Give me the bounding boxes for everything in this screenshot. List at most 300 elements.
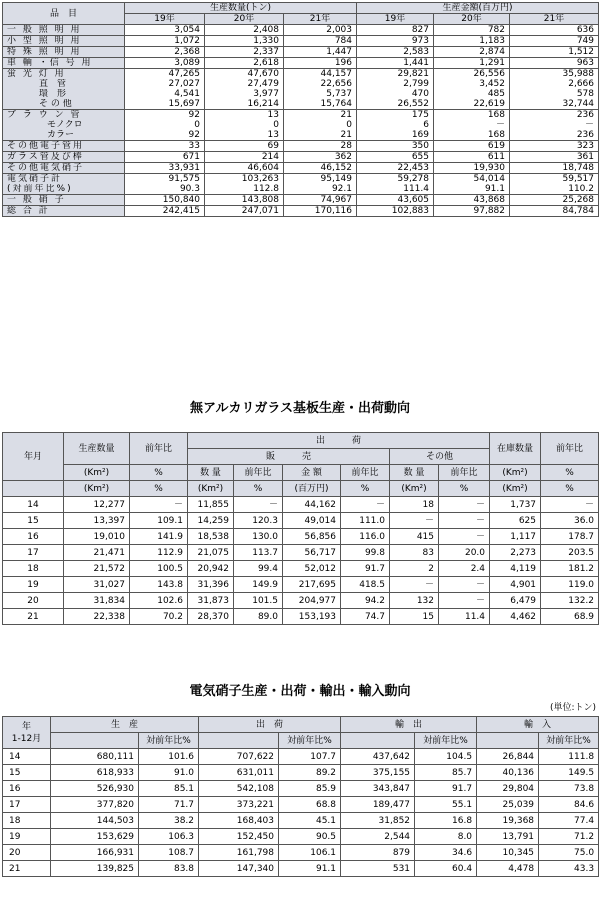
data-cell: 11.4 — [439, 609, 490, 625]
data-cell: 43,868 — [434, 195, 510, 206]
data-cell: 2 — [390, 561, 439, 577]
data-cell: 92 — [125, 130, 205, 141]
data-cell: 625 — [490, 513, 541, 529]
table-row — [3, 36, 599, 47]
data-cell: 236 — [510, 110, 599, 121]
table-row — [3, 813, 599, 829]
data-cell: 99.8 — [341, 545, 390, 561]
unit-pct: % — [130, 465, 188, 481]
data-cell: 91.7 — [415, 781, 477, 797]
data-cell: 102.6 — [130, 593, 188, 609]
table-row — [3, 749, 599, 765]
data-cell: 31,852 — [341, 813, 415, 829]
row-label: 特 殊 照 明 用 — [3, 47, 125, 58]
data-cell: 247,071 — [205, 206, 284, 217]
data-cell: 1,291 — [434, 58, 510, 69]
data-cell: 1,183 — [434, 36, 510, 47]
data-cell: 6 — [357, 120, 434, 130]
year-cell: 15 — [3, 513, 64, 529]
unit-label: (単位:トン) — [549, 703, 596, 713]
data-cell: 470 — [357, 89, 434, 99]
year-cell: 15 — [3, 765, 51, 781]
data-cell: 83.8 — [139, 861, 199, 877]
glass-production-table — [2, 2, 599, 217]
data-cell: 150,840 — [125, 195, 205, 206]
data-cell: 373,221 — [199, 797, 279, 813]
yoy-header: 前年比 — [130, 433, 188, 465]
data-cell: 59,278 — [357, 174, 434, 185]
data-cell: 147,340 — [199, 861, 279, 877]
data-cell: 110.2 — [510, 184, 599, 195]
data-cell: 19,368 — [477, 813, 539, 829]
data-cell: 143,808 — [205, 195, 284, 206]
row-label: ブ ラ ウ ン 管 — [3, 110, 125, 121]
table-row — [3, 195, 599, 206]
table-row — [3, 110, 599, 121]
data-cell: 152,450 — [199, 829, 279, 845]
data-cell: 20.0 — [439, 545, 490, 561]
data-cell: 25,039 — [477, 797, 539, 813]
data-cell: 89.0 — [234, 609, 283, 625]
row-label: 車 輌 ・信 号 用 — [3, 58, 125, 69]
data-cell: － — [439, 497, 490, 513]
year-header: 20年 — [205, 14, 284, 25]
data-cell: 619 — [434, 141, 510, 152]
data-cell: 31,873 — [188, 593, 234, 609]
data-cell: 85.1 — [139, 781, 199, 797]
data-cell: 40,136 — [477, 765, 539, 781]
data-cell: 116.0 — [341, 529, 390, 545]
data-cell: 784 — [284, 36, 357, 47]
blank-cell — [341, 733, 415, 749]
data-cell: 14,259 — [188, 513, 234, 529]
data-cell: 377,820 — [51, 797, 139, 813]
unit-km: (Km²) — [64, 465, 130, 481]
data-cell: 97,882 — [434, 206, 510, 217]
year-cell: 18 — [3, 813, 51, 829]
data-cell: 27,479 — [205, 79, 284, 89]
row-label: 一 般 照 明 用 — [3, 25, 125, 36]
data-cell: 578 — [510, 89, 599, 99]
data-cell: 28,370 — [188, 609, 234, 625]
data-cell: 12,277 — [64, 497, 130, 513]
alkali-free-glass-title: 無アルカリガラス基板生産・出荷動向 — [190, 401, 410, 416]
year-header: 20年 — [434, 14, 510, 25]
data-cell: 89.2 — [279, 765, 341, 781]
data-cell: 120.3 — [234, 513, 283, 529]
shipment-yoy-header: 対前年比% — [279, 733, 341, 749]
data-cell: 46,604 — [205, 163, 284, 174]
table-row — [3, 152, 599, 163]
data-cell: 104.5 — [415, 749, 477, 765]
data-cell: 16,214 — [205, 99, 284, 110]
data-cell: 175 — [357, 110, 434, 121]
blank-cell — [51, 733, 139, 749]
unit-km: (Km²) — [188, 481, 234, 497]
data-cell: 542,108 — [199, 781, 279, 797]
data-cell: － — [439, 529, 490, 545]
data-cell: 95,149 — [284, 174, 357, 185]
data-cell: 361 — [510, 152, 599, 163]
data-cell: 68.8 — [279, 797, 341, 813]
data-cell: － — [130, 497, 188, 513]
data-cell: 350 — [357, 141, 434, 152]
data-cell: 707,622 — [199, 749, 279, 765]
alkali-free-glass-table — [2, 432, 599, 625]
year-period-header — [3, 717, 51, 749]
data-cell: 879 — [341, 845, 415, 861]
data-cell: 108.7 — [139, 845, 199, 861]
table-row — [3, 497, 599, 513]
data-cell: 2,799 — [357, 79, 434, 89]
data-cell: 3,054 — [125, 25, 205, 36]
data-cell: 4,478 — [477, 861, 539, 877]
shipment-header: 出 荷 — [188, 433, 490, 449]
export-yoy-header: 対前年比% — [415, 733, 477, 749]
unit-pct: % — [541, 465, 599, 481]
data-cell: 99.4 — [234, 561, 283, 577]
table-row — [3, 609, 599, 625]
table-row — [3, 120, 599, 130]
table-row — [3, 89, 599, 99]
data-cell: － — [234, 497, 283, 513]
data-cell: 141.9 — [130, 529, 188, 545]
table-row — [3, 829, 599, 845]
data-cell: 362 — [284, 152, 357, 163]
table-row — [3, 163, 599, 174]
data-cell: 84.6 — [539, 797, 599, 813]
data-cell: － — [510, 120, 599, 130]
stock-yoy-header: 前年比 — [541, 433, 599, 465]
data-cell: 26,844 — [477, 749, 539, 765]
data-cell: 91.1 — [279, 861, 341, 877]
row-label: ガラス管及び棒 — [3, 152, 125, 163]
data-cell: 18,748 — [510, 163, 599, 174]
data-cell: 415 — [390, 529, 439, 545]
data-cell: 75.0 — [539, 845, 599, 861]
row-label: カラー — [3, 130, 125, 141]
data-cell: 153,629 — [51, 829, 139, 845]
year-cell: 20 — [3, 845, 51, 861]
data-cell: 1,447 — [284, 47, 357, 58]
data-cell: 43.3 — [539, 861, 599, 877]
table-row — [3, 206, 599, 217]
row-label: 小 型 照 明 用 — [3, 36, 125, 47]
data-cell: 21,471 — [64, 545, 130, 561]
data-cell: 31,396 — [188, 577, 234, 593]
data-cell: 92.1 — [284, 184, 357, 195]
data-cell: － — [541, 497, 599, 513]
data-cell: 21 — [284, 130, 357, 141]
data-cell: 111.0 — [341, 513, 390, 529]
data-cell: 161,798 — [199, 845, 279, 861]
data-cell: 112.8 — [205, 184, 284, 195]
electric-glass-title: 電気硝子生産・出荷・輸出・輸入動向 — [189, 684, 411, 699]
data-cell: 531 — [341, 861, 415, 877]
table-row — [3, 58, 599, 69]
sales-amt-yoy-header: 前年比 — [341, 465, 390, 481]
data-cell: 217,695 — [283, 577, 341, 593]
year-header: 21年 — [284, 14, 357, 25]
data-cell: 827 — [357, 25, 434, 36]
data-cell: 0 — [205, 120, 284, 130]
data-cell: 109.1 — [130, 513, 188, 529]
data-cell: 101.5 — [234, 593, 283, 609]
year-cell: 17 — [3, 545, 64, 561]
data-cell: 139,825 — [51, 861, 139, 877]
data-cell: 4,541 — [125, 89, 205, 99]
table-row — [3, 99, 599, 110]
data-cell: 655 — [357, 152, 434, 163]
import-header: 輸 入 — [477, 717, 599, 733]
year-cell: 19 — [3, 829, 51, 845]
table-row — [3, 845, 599, 861]
data-cell: 13,397 — [64, 513, 130, 529]
data-cell: 2,337 — [205, 47, 284, 58]
data-cell: 15,764 — [284, 99, 357, 110]
sales-header: 販 売 — [188, 449, 390, 465]
data-cell: 153,193 — [283, 609, 341, 625]
data-cell: 2,874 — [434, 47, 510, 58]
data-cell: 101.6 — [139, 749, 199, 765]
row-label: 直 管 — [3, 79, 125, 89]
table-row — [3, 174, 599, 185]
data-cell: 29,804 — [477, 781, 539, 797]
table-row — [3, 141, 599, 152]
unit-pct: % — [341, 481, 390, 497]
data-cell: 16.8 — [415, 813, 477, 829]
data-cell: 618,933 — [51, 765, 139, 781]
data-cell: 27,027 — [125, 79, 205, 89]
data-cell: 1,072 — [125, 36, 205, 47]
data-cell: 73.8 — [539, 781, 599, 797]
data-cell: 2,618 — [205, 58, 284, 69]
data-cell: 107.7 — [279, 749, 341, 765]
data-cell: 19,930 — [434, 163, 510, 174]
data-cell: 91.0 — [139, 765, 199, 781]
data-cell: 2.4 — [439, 561, 490, 577]
import-yoy-header: 対前年比% — [539, 733, 599, 749]
data-cell: 8.0 — [415, 829, 477, 845]
data-cell: 46,152 — [284, 163, 357, 174]
year-header: 21年 — [510, 14, 599, 25]
data-cell: 680,111 — [51, 749, 139, 765]
table-row — [3, 184, 599, 195]
data-cell: 56,856 — [283, 529, 341, 545]
data-cell: 22,453 — [357, 163, 434, 174]
unit-km: (Km²) — [490, 465, 541, 481]
year-header: 19年 — [357, 14, 434, 25]
data-cell: 242,415 — [125, 206, 205, 217]
table-row — [3, 47, 599, 58]
data-cell: 13,791 — [477, 829, 539, 845]
data-cell: 0 — [125, 120, 205, 130]
data-cell: 168 — [434, 130, 510, 141]
data-cell: 189,477 — [341, 797, 415, 813]
data-cell: 100.5 — [130, 561, 188, 577]
data-cell: 71.7 — [139, 797, 199, 813]
data-cell: 166,931 — [51, 845, 139, 861]
year-cell: 20 — [3, 593, 64, 609]
data-cell: 83 — [390, 545, 439, 561]
data-cell: 168 — [434, 110, 510, 121]
data-cell: 85.9 — [279, 781, 341, 797]
table-row — [3, 513, 599, 529]
data-cell: 236 — [510, 130, 599, 141]
table-row — [3, 69, 599, 80]
data-cell: 31,027 — [64, 577, 130, 593]
data-cell: 28 — [284, 141, 357, 152]
data-cell: 103,263 — [205, 174, 284, 185]
data-cell: 69 — [205, 141, 284, 152]
data-cell: 10,345 — [477, 845, 539, 861]
data-cell: 22,338 — [64, 609, 130, 625]
year-cell: 16 — [3, 529, 64, 545]
data-cell: 84,784 — [510, 206, 599, 217]
data-cell: － — [390, 513, 439, 529]
data-cell: 375,155 — [341, 765, 415, 781]
data-cell: 963 — [510, 58, 599, 69]
data-cell: 168,403 — [199, 813, 279, 829]
data-cell: 94.2 — [341, 593, 390, 609]
data-cell: 31,834 — [64, 593, 130, 609]
data-cell: 60.4 — [415, 861, 477, 877]
data-cell: 74.7 — [341, 609, 390, 625]
data-cell: 49,014 — [283, 513, 341, 529]
data-cell: 21,572 — [64, 561, 130, 577]
data-cell: 71.2 — [539, 829, 599, 845]
data-cell: 68.9 — [541, 609, 599, 625]
data-cell: 437,642 — [341, 749, 415, 765]
data-cell: 26,552 — [357, 99, 434, 110]
data-cell: 973 — [357, 36, 434, 47]
data-cell: 18,538 — [188, 529, 234, 545]
data-cell: 631,011 — [199, 765, 279, 781]
year-cell: 19 — [3, 577, 64, 593]
period-header: 1-12月 — [11, 733, 42, 744]
year-cell: 21 — [3, 861, 51, 877]
data-cell: 22,619 — [434, 99, 510, 110]
data-cell: 1,737 — [490, 497, 541, 513]
data-cell: 22,656 — [284, 79, 357, 89]
data-cell: － — [439, 513, 490, 529]
year-header: 年 — [21, 721, 31, 732]
data-cell: 132.2 — [541, 593, 599, 609]
row-label: その他電気硝子 — [3, 163, 125, 174]
data-cell: 44,157 — [284, 69, 357, 80]
blank-cell — [477, 733, 539, 749]
data-cell: 11,855 — [188, 497, 234, 513]
data-cell: 34.6 — [415, 845, 477, 861]
sales-qty-header: 数 量 — [188, 465, 234, 481]
data-cell: 32,744 — [510, 99, 599, 110]
data-cell: 38.2 — [139, 813, 199, 829]
data-cell: 204,977 — [283, 593, 341, 609]
data-cell: 130.0 — [234, 529, 283, 545]
data-cell: 203.5 — [541, 545, 599, 561]
data-cell: 196 — [284, 58, 357, 69]
shipment-header: 出 荷 — [199, 717, 341, 733]
table-row — [3, 130, 599, 141]
row-label: モノクロ — [3, 120, 125, 130]
data-cell: － — [434, 120, 510, 130]
data-cell: 111.4 — [357, 184, 434, 195]
production-yoy-header: 対前年比% — [139, 733, 199, 749]
data-cell: 21 — [284, 110, 357, 121]
data-cell: 144,503 — [51, 813, 139, 829]
data-cell: 181.2 — [541, 561, 599, 577]
data-cell: 77.4 — [539, 813, 599, 829]
row-label: 電気硝子計 — [3, 174, 125, 185]
unit-pct: % — [541, 481, 599, 497]
data-cell: 418.5 — [341, 577, 390, 593]
data-cell: 671 — [125, 152, 205, 163]
data-cell: 343,847 — [341, 781, 415, 797]
data-cell: 106.3 — [139, 829, 199, 845]
data-cell: 3,977 — [205, 89, 284, 99]
table-row — [3, 561, 599, 577]
data-cell: 4,901 — [490, 577, 541, 593]
data-cell: 2,368 — [125, 47, 205, 58]
unit-km: (Km²) — [390, 481, 439, 497]
data-cell: 26,556 — [434, 69, 510, 80]
data-cell: 3,452 — [434, 79, 510, 89]
data-cell: 55.1 — [415, 797, 477, 813]
data-cell: 149.5 — [539, 765, 599, 781]
data-cell: 70.2 — [130, 609, 188, 625]
unit-mil: (百万円) — [283, 481, 341, 497]
table-row — [3, 765, 599, 781]
data-cell: 54,014 — [434, 174, 510, 185]
table-row — [3, 545, 599, 561]
data-cell: 6,479 — [490, 593, 541, 609]
data-cell: 36.0 — [541, 513, 599, 529]
stock-header: 在庫数量 — [490, 433, 541, 465]
export-header: 輸 出 — [341, 717, 477, 733]
table-row — [3, 861, 599, 877]
data-cell: 33,931 — [125, 163, 205, 174]
other-header: その他 — [390, 449, 490, 465]
data-cell: 2,003 — [284, 25, 357, 36]
data-cell: 178.7 — [541, 529, 599, 545]
data-cell: 149.9 — [234, 577, 283, 593]
row-label: そ の 他 — [3, 99, 125, 110]
data-cell: 113.7 — [234, 545, 283, 561]
data-cell: 47,670 — [205, 69, 284, 80]
unit-pct: % — [234, 481, 283, 497]
other-yoy-header: 前年比 — [439, 465, 490, 481]
data-cell: 1,512 — [510, 47, 599, 58]
table-row — [3, 593, 599, 609]
data-cell: 2,544 — [341, 829, 415, 845]
data-cell: 2,408 — [205, 25, 284, 36]
data-cell: 15,697 — [125, 99, 205, 110]
data-cell: 1,117 — [490, 529, 541, 545]
row-label: 蛍 光 灯 用 — [3, 69, 125, 80]
sales-amt-header: 金 額 — [283, 465, 341, 481]
data-cell: 611 — [434, 152, 510, 163]
year-cell: 14 — [3, 497, 64, 513]
table-row — [3, 79, 599, 89]
row-label: (対前年比%) — [3, 184, 125, 195]
data-cell: 13 — [205, 130, 284, 141]
data-cell: 4,119 — [490, 561, 541, 577]
year-cell: 21 — [3, 609, 64, 625]
data-cell: 102,883 — [357, 206, 434, 217]
unit-km: (Km²) — [490, 481, 541, 497]
data-cell: 119.0 — [541, 577, 599, 593]
data-cell: 47,265 — [125, 69, 205, 80]
